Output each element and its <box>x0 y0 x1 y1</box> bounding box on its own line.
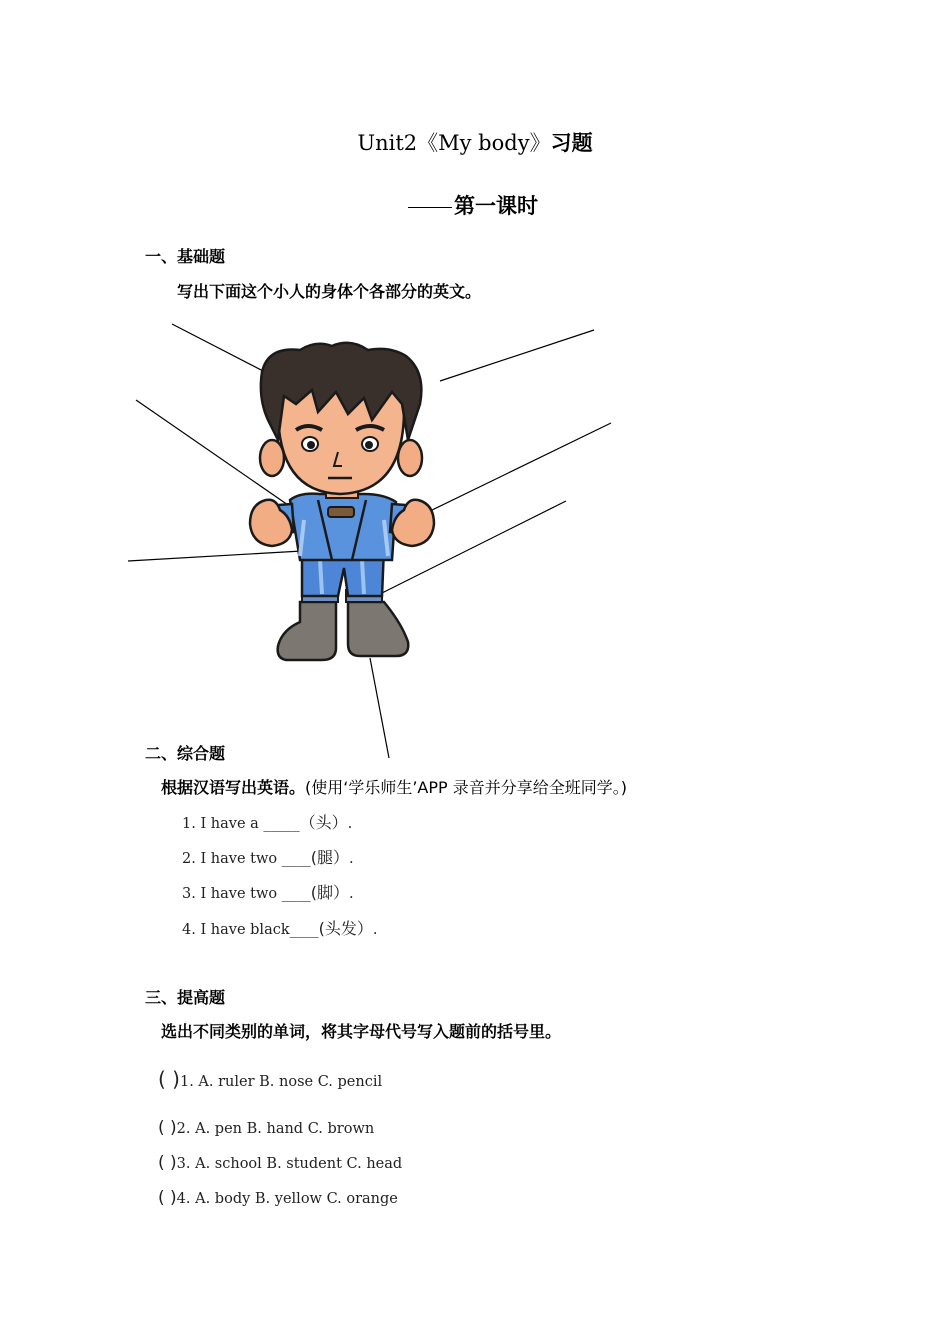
jacket-toggle <box>328 507 354 517</box>
subtitle-text: 第一课时 <box>454 194 538 218</box>
answer-blank[interactable]: ( ) <box>158 1153 177 1173</box>
section3-heading: 三、提高题 <box>145 988 226 1007</box>
left-boot <box>278 602 336 660</box>
list-item: 1. I have a _____（头）. <box>182 813 353 832</box>
list-item: 4. I have black____(头发）. <box>182 919 378 938</box>
answer-blank[interactable]: ( ) <box>158 1118 177 1138</box>
pointer-line-foot <box>370 658 389 758</box>
list-item: 3. I have two ____(脚）. <box>182 883 354 902</box>
pointer-line-hand <box>428 423 611 512</box>
section3-instruction: 选出不同类别的单词，将其字母代号写入题前的括号里。 <box>161 1022 562 1041</box>
cartoon-boy <box>250 343 434 660</box>
list-item: ( )1. A. ruler B. nose C. pencil <box>158 1067 383 1091</box>
pointer-line-body <box>128 551 302 561</box>
section2-instruction-bold: 根据汉语写出英语。 <box>161 778 306 797</box>
list-item: ( )3. A. school B. student C. head <box>158 1153 403 1173</box>
jacket <box>290 494 396 560</box>
pointer-line-head <box>440 330 594 381</box>
list-item: ( )2. A. pen B. hand C. brown <box>158 1118 375 1138</box>
title-suffix: 习题 <box>550 131 593 155</box>
section2-instruction-normal: (使用‘学乐师生’APP 录音并分享给全班同学。) <box>305 778 628 797</box>
left-ear <box>260 440 284 476</box>
list-item: ( )4. A. body B. yellow C. orange <box>158 1188 398 1208</box>
right-ear <box>398 440 422 476</box>
list-item: 2. I have two ____(腿）. <box>182 848 354 867</box>
section2-instruction <box>161 775 627 798</box>
answer-blank[interactable]: ( ) <box>158 1188 177 1208</box>
answer-blank[interactable]: ( ) <box>158 1067 180 1091</box>
right-boot <box>348 602 408 656</box>
section2-heading: 二、综合题 <box>145 744 226 763</box>
section1-heading: 一、基础题 <box>145 247 226 266</box>
title-prefix: Unit2《My body》 <box>357 131 551 155</box>
section1-instruction: 写出下面这个小人的身体个各部分的英文。 <box>177 282 482 301</box>
